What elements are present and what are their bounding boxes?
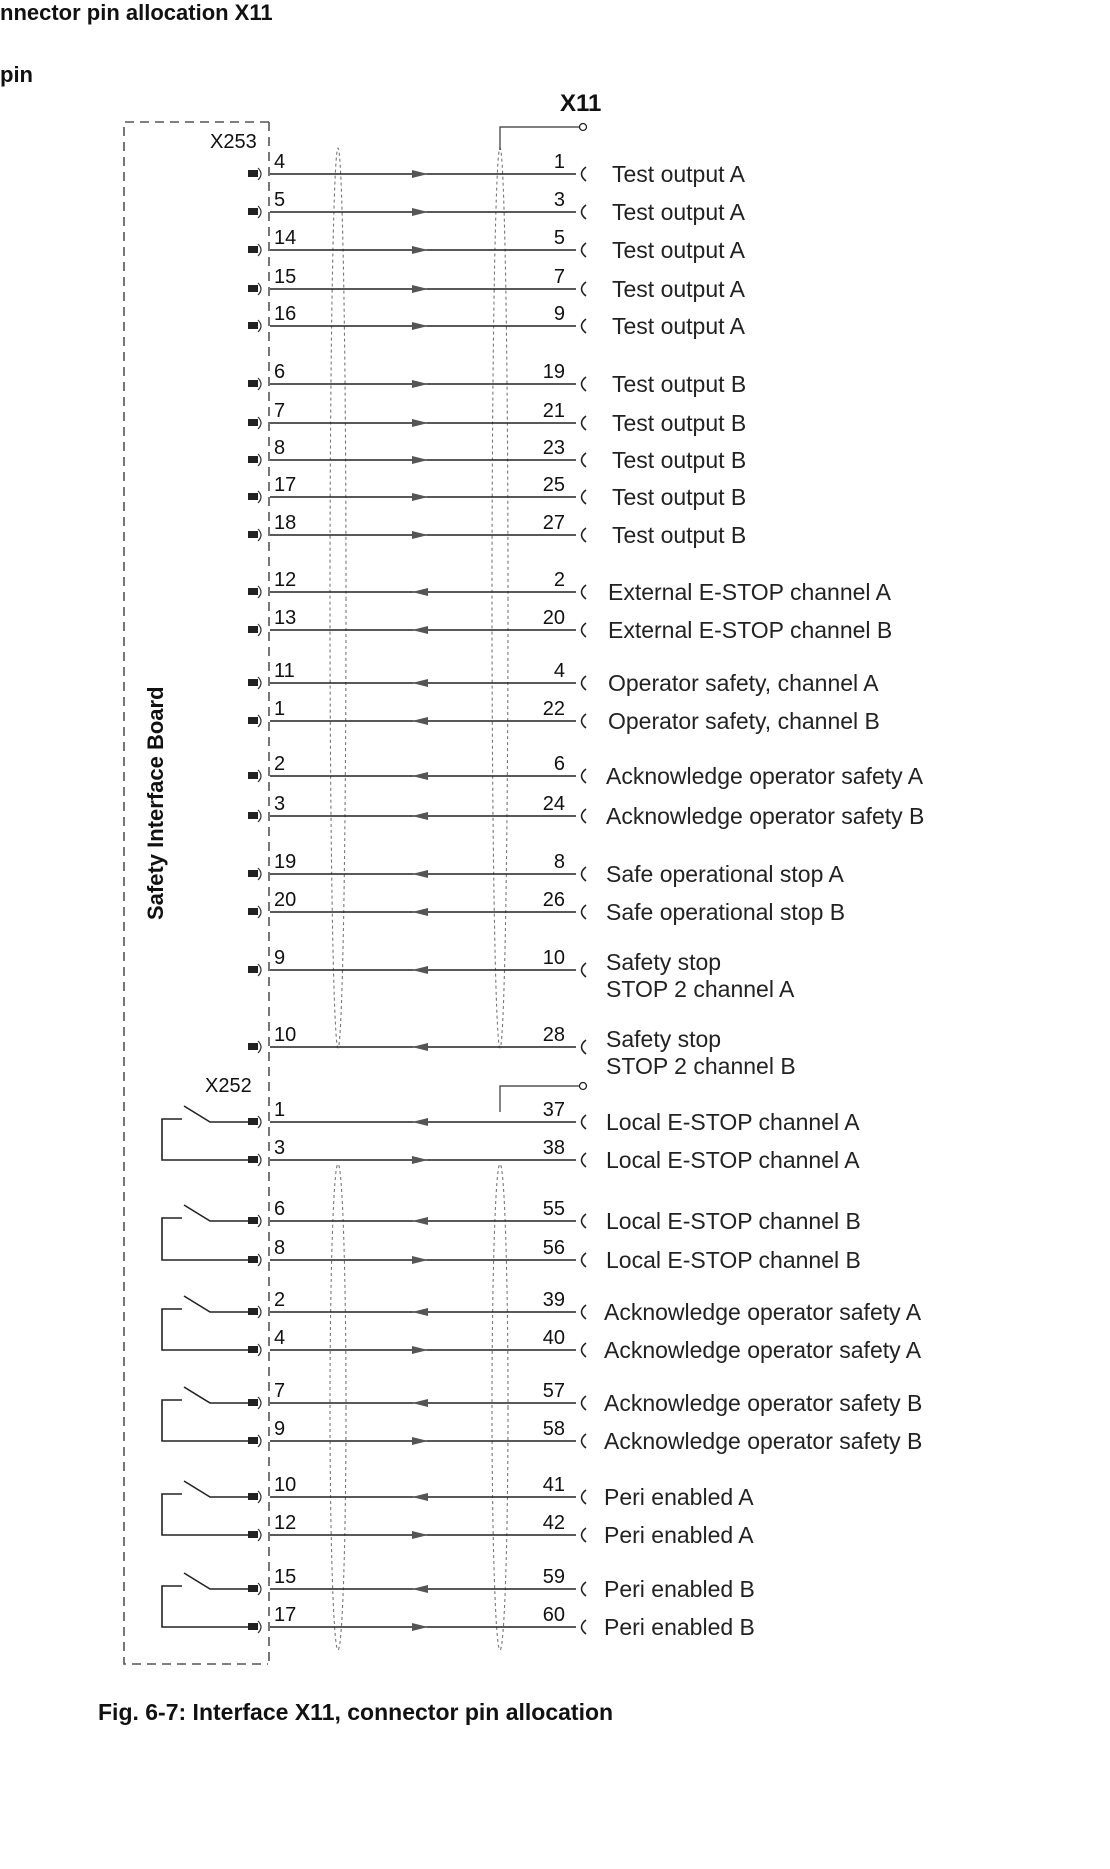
signal-label: Acknowledge operator safety B	[606, 803, 925, 829]
x11-socket-icon	[582, 1115, 587, 1129]
board-pin-number: 3	[274, 1137, 286, 1159]
signal-label: Peri enabled B	[604, 1576, 755, 1602]
switch-return-line	[162, 1309, 248, 1350]
board-socket-icon	[258, 206, 261, 218]
board-socket-icon	[258, 320, 261, 332]
board-plug-icon	[248, 966, 258, 973]
board-plug-icon	[248, 493, 258, 500]
board-socket-icon	[258, 868, 261, 880]
x11-pin-number: 56	[542, 1237, 565, 1259]
x11-socket-icon	[582, 243, 587, 257]
x11-pin-number: 10	[542, 947, 565, 969]
x11-pin-number: 40	[542, 1327, 565, 1349]
x11-socket-icon	[582, 867, 587, 881]
x11-socket-icon	[582, 319, 587, 333]
arrow-right-icon	[412, 1256, 428, 1264]
arrow-right-icon	[412, 1156, 428, 1164]
x11-pin-number: 22	[542, 698, 565, 720]
switch-contact-icon	[184, 1296, 248, 1312]
x11-socket-icon	[582, 167, 587, 181]
x11-pin-number: 42	[542, 1512, 565, 1534]
board-plug-icon	[248, 1118, 258, 1125]
x11-socket-icon	[582, 1214, 587, 1228]
shield-tap-2	[500, 1086, 580, 1112]
x11-pin-number: 41	[542, 1474, 565, 1496]
arrow-right-icon	[412, 170, 428, 178]
signal-label: Test output A	[612, 237, 745, 263]
board-plug-icon	[248, 908, 258, 915]
sub-label: pin	[0, 62, 33, 87]
signal-label: Acknowledge operator safety A	[606, 763, 924, 789]
board-socket-icon	[258, 1154, 261, 1166]
switch-contact-icon	[184, 1387, 248, 1403]
signal-label: External E-STOP channel B	[608, 617, 893, 643]
switch-return-line	[162, 1400, 248, 1441]
board-plug-icon	[248, 170, 258, 177]
signal-label: Safe operational stop A	[606, 861, 844, 887]
board-socket-icon	[258, 283, 261, 295]
x11-pin-number: 4	[553, 660, 565, 682]
board-socket-icon	[258, 1491, 261, 1503]
x11-pin-number: 23	[542, 437, 565, 459]
board-socket-icon	[258, 1306, 261, 1318]
board-pin-number: 2	[274, 753, 286, 775]
x11-socket-icon	[582, 623, 587, 637]
board-socket-icon	[258, 1344, 261, 1356]
x11-socket-icon	[582, 905, 587, 919]
signal-label: Safe operational stop B	[606, 899, 846, 925]
arrow-right-icon	[412, 1531, 428, 1539]
board-plug-icon	[248, 1043, 258, 1050]
signal-label: Test output A	[612, 161, 745, 187]
signal-label: Operator safety, channel B	[608, 708, 880, 734]
board-socket-icon	[258, 168, 261, 180]
shield-tap-1	[500, 127, 580, 150]
x11-pin-number: 3	[553, 189, 565, 211]
board-socket-icon	[258, 1397, 261, 1409]
signal-label: Test output B	[612, 484, 747, 510]
board-pin-number: 13	[274, 607, 297, 629]
arrow-left-icon	[412, 679, 428, 687]
x11-pin-number: 37	[542, 1099, 565, 1121]
arrow-left-icon	[412, 812, 428, 820]
signal-label: Acknowledge operator safety A	[604, 1299, 922, 1325]
board-plug-icon	[248, 1399, 258, 1406]
board-socket-icon	[258, 417, 261, 429]
board-pin-number: 15	[274, 266, 297, 288]
x11-pin-number: 24	[542, 793, 565, 815]
arrow-right-icon	[412, 285, 428, 293]
board-socket-icon	[258, 1621, 261, 1633]
board-pin-number: 12	[274, 1512, 297, 1534]
board-socket-icon	[258, 1041, 261, 1053]
board-plug-icon	[248, 812, 258, 819]
board-pin-number: 10	[274, 1024, 297, 1046]
arrow-right-icon	[412, 531, 428, 539]
x11-pin-number: 19	[542, 361, 565, 383]
board-plug-icon	[248, 1156, 258, 1163]
arrow-right-icon	[412, 493, 428, 501]
signal-label: Test output A	[612, 313, 745, 339]
x11-socket-icon	[582, 1490, 587, 1504]
board-pin-number: 5	[274, 189, 286, 211]
arrow-left-icon	[412, 908, 428, 916]
board-plug-icon	[248, 456, 258, 463]
x11-label: X11	[560, 90, 602, 117]
board-plug-icon	[248, 626, 258, 633]
board-plug-icon	[248, 285, 258, 292]
board-socket-icon	[258, 906, 261, 918]
board-plug-icon	[248, 1623, 258, 1630]
board-plug-icon	[248, 1308, 258, 1315]
signal-label: Peri enabled B	[604, 1614, 755, 1640]
x11-socket-icon	[582, 1582, 587, 1596]
arrow-left-icon	[412, 588, 428, 596]
cable-shield-right-1	[492, 148, 508, 1048]
x11-socket-icon	[582, 676, 587, 690]
x11-pin-number: 20	[542, 607, 565, 629]
x11-pin-number: 25	[542, 474, 565, 496]
switch-contact-icon	[184, 1205, 248, 1221]
board-socket-icon	[258, 677, 261, 689]
board-pin-number: 17	[274, 474, 297, 496]
switch-return-line	[162, 1119, 248, 1160]
x11-pin-number: 1	[553, 151, 565, 173]
signal-label: Acknowledge operator safety A	[604, 1337, 922, 1363]
shield-tap-terminal-2	[580, 1083, 587, 1090]
cable-shield-left-1	[330, 148, 346, 1048]
board-plug-icon	[248, 1256, 258, 1263]
arrow-right-icon	[412, 322, 428, 330]
x11-pin-number: 21	[542, 400, 565, 422]
x11-socket-icon	[582, 1040, 587, 1054]
board-plug-icon	[248, 679, 258, 686]
x11-socket-icon	[582, 1343, 587, 1357]
arrow-right-icon	[412, 1437, 428, 1445]
signal-label: Acknowledge operator safety B	[604, 1428, 923, 1454]
board-plug-icon	[248, 717, 258, 724]
x11-socket-icon	[582, 1153, 587, 1167]
board-socket-icon	[258, 964, 261, 976]
arrow-right-icon	[412, 380, 428, 388]
board-socket-icon	[258, 1254, 261, 1266]
signal-label: Local E-STOP channel A	[606, 1109, 860, 1135]
board-pin-number: 6	[274, 1198, 286, 1220]
board-pin-number: 11	[274, 660, 295, 682]
signal-label: Local E-STOP channel A	[606, 1147, 860, 1173]
signal-label: Test output A	[612, 199, 745, 225]
arrow-right-icon	[412, 1623, 428, 1631]
board-plug-icon	[248, 419, 258, 426]
board-pin-number: 19	[274, 851, 297, 873]
board-plug-icon	[248, 1493, 258, 1500]
board-pin-number: 3	[274, 793, 286, 815]
signal-label: Test output B	[612, 371, 747, 397]
cable-shield-left-2	[330, 1164, 346, 1650]
x11-pin-number: 5	[553, 227, 565, 249]
x11-pin-number: 26	[542, 889, 565, 911]
board-plug-icon	[248, 208, 258, 215]
board-pin-number: 4	[274, 151, 286, 173]
x11-pin-number: 55	[542, 1198, 565, 1220]
connector-label-x253: X253	[210, 131, 257, 153]
signal-label: Acknowledge operator safety B	[604, 1390, 923, 1416]
arrow-right-icon	[412, 456, 428, 464]
x11-socket-icon	[582, 416, 587, 430]
x11-socket-icon	[582, 377, 587, 391]
board-socket-icon	[258, 1529, 261, 1541]
board-socket-icon	[258, 1583, 261, 1595]
figure-caption: Fig. 6-7: Interface X11, connector pin allocation	[98, 1699, 614, 1725]
board-pin-number: 7	[274, 400, 286, 422]
board-socket-icon	[258, 1215, 261, 1227]
signal-label: Test output B	[612, 447, 747, 473]
signal-label: Test output B	[612, 410, 747, 436]
arrow-left-icon	[412, 1043, 428, 1051]
board-socket-icon	[258, 1116, 261, 1128]
x11-pin-number: 58	[542, 1418, 565, 1440]
signal-label: Peri enabled A	[604, 1484, 754, 1510]
arrow-left-icon	[412, 1118, 428, 1126]
arrow-left-icon	[412, 1217, 428, 1225]
board-pin-number: 17	[274, 1604, 297, 1626]
board-pin-number: 6	[274, 361, 286, 383]
board-plug-icon	[248, 246, 258, 253]
board-socket-icon	[258, 1435, 261, 1447]
board-socket-icon	[258, 529, 261, 541]
signal-label: Safety stop	[606, 949, 722, 975]
signal-label: Test output A	[612, 276, 745, 302]
board-socket-icon	[258, 454, 261, 466]
switch-return-line	[162, 1494, 248, 1535]
signal-label: STOP 2 channel B	[606, 1053, 796, 1079]
board-pin-number: 9	[274, 947, 286, 969]
x11-pin-number: 38	[542, 1137, 565, 1159]
board-pin-number: 10	[274, 1474, 297, 1496]
board-socket-icon	[258, 244, 261, 256]
x11-pin-number: 6	[553, 753, 565, 775]
x11-pin-number: 2	[553, 569, 565, 591]
board-pin-number: 16	[274, 303, 297, 325]
board-pin-number: 18	[274, 512, 297, 534]
x11-pin-number: 60	[542, 1604, 565, 1626]
board-socket-icon	[258, 810, 261, 822]
x11-socket-icon	[582, 282, 587, 296]
arrow-left-icon	[412, 772, 428, 780]
board-plug-icon	[248, 870, 258, 877]
board-plug-icon	[248, 1437, 258, 1444]
board-pin-number: 15	[274, 1566, 297, 1588]
x11-socket-icon	[582, 1528, 587, 1542]
arrow-right-icon	[412, 208, 428, 216]
x11-pin-number: 9	[553, 303, 565, 325]
board-plug-icon	[248, 1531, 258, 1538]
arrow-left-icon	[412, 1399, 428, 1407]
x11-socket-icon	[582, 205, 587, 219]
signal-label: STOP 2 channel A	[606, 976, 795, 1002]
x11-socket-icon	[582, 769, 587, 783]
board-plug-icon	[248, 588, 258, 595]
signal-label: Safety stop	[606, 1026, 722, 1052]
board-pin-number: 1	[274, 698, 286, 720]
board-pin-number: 14	[274, 227, 297, 249]
switch-return-line	[162, 1586, 248, 1627]
board-pin-number: 7	[274, 1380, 286, 1402]
arrow-right-icon	[412, 1346, 428, 1354]
cable-shield-right-2	[492, 1164, 508, 1650]
board-pin-number: 1	[274, 1099, 286, 1121]
x11-pin-number: 8	[553, 851, 565, 873]
board-plug-icon	[248, 772, 258, 779]
x11-socket-icon	[582, 1396, 587, 1410]
board-plug-icon	[248, 1346, 258, 1353]
section-title: nnector pin allocation X11	[0, 0, 273, 25]
x11-socket-icon	[582, 1253, 587, 1267]
arrow-left-icon	[412, 870, 428, 878]
x11-pin-number: 57	[542, 1380, 565, 1402]
connector-label-x252: X252	[205, 1075, 252, 1097]
board-socket-icon	[258, 378, 261, 390]
x11-socket-icon	[582, 1305, 587, 1319]
x11-pin-number: 59	[542, 1566, 565, 1588]
arrow-left-icon	[412, 966, 428, 974]
arrow-left-icon	[412, 1585, 428, 1593]
board-plug-icon	[248, 531, 258, 538]
x11-socket-icon	[582, 585, 587, 599]
x11-pin-number: 27	[542, 512, 565, 534]
arrow-left-icon	[412, 1493, 428, 1501]
arrow-right-icon	[412, 246, 428, 254]
board-pin-number: 9	[274, 1418, 286, 1440]
board-pin-number: 4	[274, 1327, 286, 1349]
signal-label: Test output B	[612, 522, 747, 548]
x11-pin-number: 7	[553, 266, 565, 288]
board-socket-icon	[258, 770, 261, 782]
x11-socket-icon	[582, 809, 587, 823]
signal-label: Local E-STOP channel B	[606, 1208, 861, 1234]
board-pin-number: 8	[274, 437, 286, 459]
x11-socket-icon	[582, 490, 587, 504]
x11-socket-icon	[582, 1620, 587, 1634]
board-label: Safety Interface Board	[143, 686, 168, 920]
board-pin-number: 8	[274, 1237, 286, 1259]
board-socket-icon	[258, 624, 261, 636]
board-socket-icon	[258, 586, 261, 598]
x11-socket-icon	[582, 714, 587, 728]
board-pin-number: 2	[274, 1289, 286, 1311]
arrow-left-icon	[412, 717, 428, 725]
switch-return-line	[162, 1218, 248, 1260]
signal-label: Peri enabled A	[604, 1522, 754, 1548]
board-socket-icon	[258, 491, 261, 503]
board-socket-icon	[258, 715, 261, 727]
board-plug-icon	[248, 1217, 258, 1224]
board-plug-icon	[248, 1585, 258, 1592]
switch-contact-icon	[184, 1106, 248, 1122]
signal-label: Operator safety, channel A	[608, 670, 879, 696]
x11-socket-icon	[582, 1434, 587, 1448]
x11-socket-icon	[582, 528, 587, 542]
board-plug-icon	[248, 380, 258, 387]
switch-contact-icon	[184, 1573, 248, 1589]
arrow-right-icon	[412, 419, 428, 427]
board-plug-icon	[248, 322, 258, 329]
x11-pin-number: 39	[542, 1289, 565, 1311]
arrow-left-icon	[412, 626, 428, 634]
signal-label: External E-STOP channel A	[608, 579, 891, 605]
board-pin-number: 12	[274, 569, 297, 591]
shield-tap-terminal-1	[580, 124, 587, 131]
x11-socket-icon	[582, 453, 587, 467]
switch-contact-icon	[184, 1481, 248, 1497]
x11-socket-icon	[582, 963, 587, 977]
board-pin-number: 20	[274, 889, 297, 911]
x11-pin-number: 28	[542, 1024, 565, 1046]
signal-label: Local E-STOP channel B	[606, 1247, 861, 1273]
arrow-left-icon	[412, 1308, 428, 1316]
